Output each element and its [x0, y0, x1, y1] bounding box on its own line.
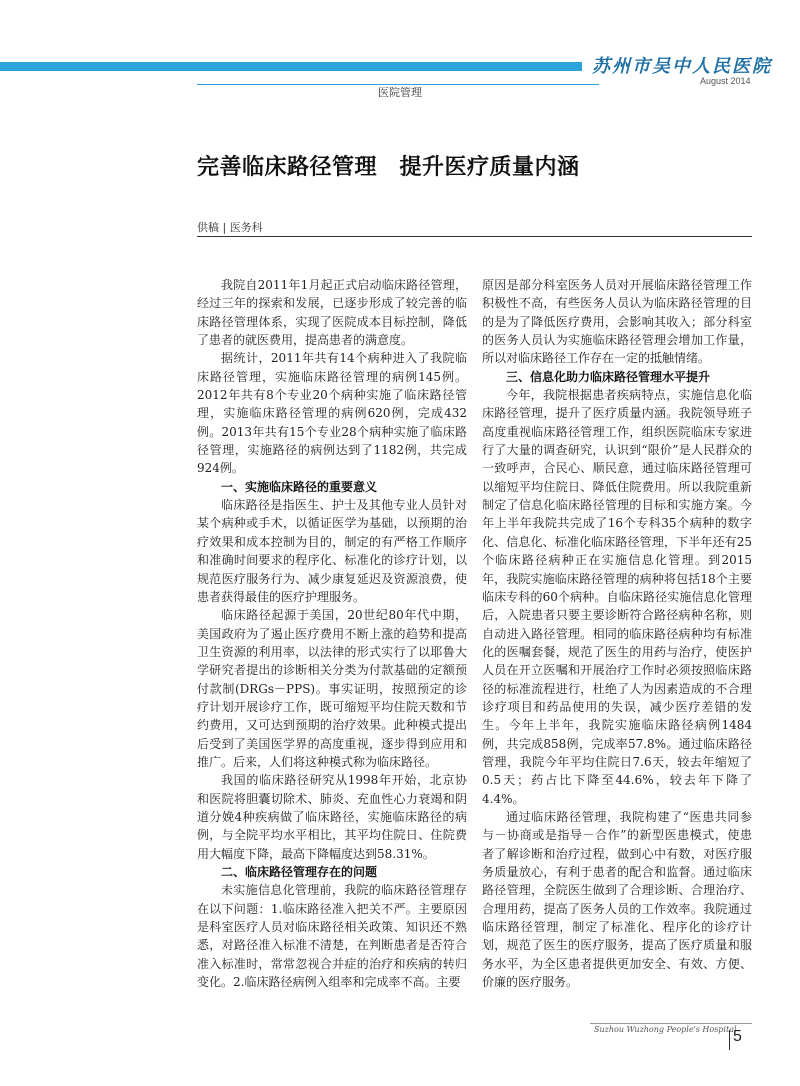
body-paragraph: 我国的临床路径研究从1998年开始，北京协和医院将胆囊切除术、肺炎、充血性心力衰竭和阴道分娩4种疾病做了临床路径，实施临床路径的病例，与全院平均水平相比，其平均住院日、住院费用大幅度下降，最高下降幅度达到58.31%。 [197, 773, 467, 861]
body-paragraph: 临床路径是指医生、护士及其他专业人员针对某个病种或手术，以循证医学为基础，以预期的治疗效果和成本控制为目的，制定的有严格工作顺序和准确时间要求的程序化、标准化的诊疗计划，以规范医疗服务行为、减少康复延迟及资源浪费，使患者获得最佳的医疗护理服务。 [197, 498, 467, 604]
section-heading: 一、实施临床路径的重要意义 [221, 479, 378, 494]
body-paragraph: 原因是部分科室医务人员对开展临床路径管理工作积极性不高，有些医务人员认为临床路径管理的目的是为了降低医疗费用，会影响其收入；部分科室的医务人员认为实施临床路径管理会增加工作量，所以对临床路径工作存在一定的抵触情绪。 [482, 278, 752, 366]
body-paragraph: 我院自2011年1月起正式启动临床路径管理，经过三年的探索和发展，已逐步形成了较完善的临床路径管理体系，实现了医院成本目标控制，降低了患者的就医费用，提高患者的满意度。 [197, 278, 467, 348]
article-column-right [482, 276, 752, 991]
body-paragraph: 临床路径起源于美国，20世纪80年代中期，美国政府为了遏止医疗费用不断上涨的趋势和提高卫生资源的利用率，以法律的形式实行了以耶鲁大学研究者提出的诊断相关分类为付款基础的定额预付款制(DRGs－PPS)。事实证明，按照预定的诊疗计划开展诊疗工作，既可缩短平均住院天数和节约费用，又可达到预期的治疗效果。此种模式提出后受到了美国医学界的高度重视，逐步得到应用和推广。后来，人们将这种模式称为临床路径。 [197, 608, 467, 769]
header-accent-bar [0, 62, 582, 71]
article-byline: 供稿 | 医务科 [197, 221, 263, 234]
issue-date: August 2014 [700, 76, 751, 86]
page-number: 5 [733, 1028, 742, 1045]
article-column-left [197, 276, 467, 991]
hospital-logo: 苏州市吴中人民医院 [592, 56, 772, 77]
byline-divider [197, 236, 752, 237]
body-paragraph: 今年，我院根据患者疾病特点，实施信息化临床路径管理，提升了医疗质量内涵。我院领导班子高度重视临床路径管理工作，组织医院临床专家进行了大量的调查研究，认识到“限价”是人民群众的一致呼声，合民心、顺民意，通过临床路径管理可以缩短平均住院日、降低住院费用。所以我院重新制定了信息化临床路径管理的目标和实施方案。今年上半年我院共完成了16个专科35个病种的数字化、信息化、标准化临床路径管理，下半年还有25个临床路径病种正在实施信息化管理。到2015年，我院实施临床路径管理的病种将包括18个主要临床专科的60个病种。自临床路径实施信息化管理后，入院患者只要主要诊断符合路径病种名称，则自动进入路径管理。相同的临床路径病种均有标准化的医嘱套餐，规范了医生的用药与治疗，使医护人员在开立医嘱和开展治疗工作时必须按照临床路径的标准流程进行，杜绝了人为因素造成的不合理诊疗项目和药品使用的失误，减少医疗差错的发生。今年上半年，我院实施临床路径病例1484例，共完成858例，完成率57.8%。通过临床路径管理，我院今年平均住院日7.6天，较去年缩短了0.5天；药占比下降至44.6%，较去年下降了4.4%。 [482, 388, 752, 806]
section-label: 医院管理 [378, 87, 422, 99]
body-paragraph: 通过临床路径管理，我院构建了“医患共同参与－协商或是指导－合作”的新型医患模式，使患者了解诊断和治疗过程，做到心中有数，对医疗服务质量放心，有利于患者的配合和监督。通过临床路径管理，全院医生做到了合理诊断、合理治疗、合理用药，提高了医务人员的工作效率。我院通过临床路径管理，制定了标准化、程序化的诊疗计划，规范了医生的医疗服务，提高了医疗质量和服务水平，为全区患者提供更加安全、有效、方便、价廉的医疗服务。 [482, 809, 752, 990]
section-heading: 二、临床路径管理存在的问题 [221, 865, 378, 879]
footer-hospital-name: Suzhou Wuzhong People's Hospital [594, 1025, 737, 1034]
body-paragraph: 未实施信息化管理前，我院的临床路径管理存在以下问题：1.临床路径准入把关不严。主要原因是科室医疗人员对临床路径相关政策、知识还不熟悉，对路径准入标准不清楚，在判断患者是否符合准入标准时，常常忽视合并症的治疗和疾病的转归变化。2.临床路径病例入组率和完成率不高。主要 [197, 883, 467, 990]
article-title: 完善临床路径管理 提升医疗质量内涵 [197, 154, 580, 179]
section-heading: 三、信息化助力临床路径管理水平提升 [506, 369, 711, 384]
body-paragraph: 据统计，2011年共有14个病种进入了我院临床路径管理，实施临床路径管理的病例145例。2012年共有8个专业20个病种实施了临床路径管理，实施临床路径管理的病例620例，完成432例。2013年共有15个专业28个病种实施了临床路径管理，实施路径的病例达到了1182例，共完成924例。 [197, 351, 467, 476]
footer-divider [590, 1023, 752, 1024]
